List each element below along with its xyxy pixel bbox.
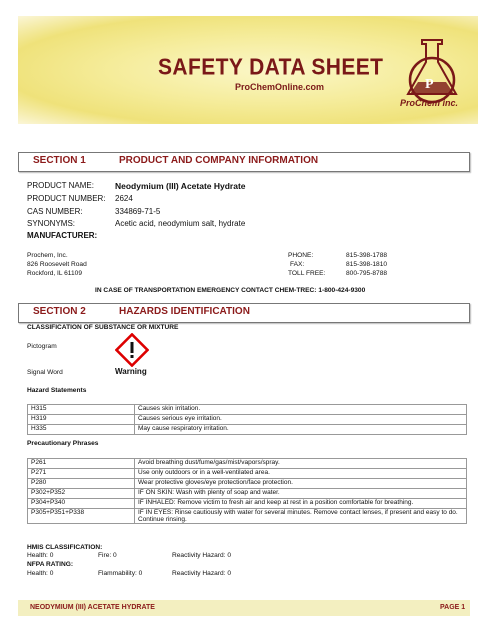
section-1-header [18, 152, 470, 172]
nfpa-heading: NFPA RATING: [27, 561, 74, 568]
hazard-text: Causes skin irritation. [135, 405, 467, 415]
precaution-code: P302+P352 [28, 489, 135, 499]
precaution-text: Use only outdoors or in a well-ventilated area. [135, 469, 467, 479]
precaution-text: IF ON SKIN: Wash with plenty of soap and water. [135, 489, 467, 499]
precautionary-phrases-heading: Precautionary Phrases [27, 440, 99, 447]
hmis-fire: Fire: 0 [98, 552, 117, 559]
nfpa-flammability: Flammability: 0 [98, 570, 143, 577]
fax-value: 815-398-1810 [346, 261, 388, 268]
table-row [28, 489, 467, 499]
manufacturer-label: MANUFACTURER: [27, 231, 98, 240]
precaution-text: Wear protective gloves/eye protection/face protection. [135, 479, 467, 489]
signal-word-label: Signal Word [27, 369, 63, 376]
synonyms-label: SYNONYMS: [27, 219, 76, 228]
hmis-heading: HMIS CLASSIFICATION: [27, 544, 103, 551]
precaution-code: P280 [28, 479, 135, 489]
phone-value: 815-398-1788 [346, 252, 388, 259]
emergency-contact: IN CASE OF TRANSPORTATION EMERGENCY CONTACT CHEM-TREC: 1-800-424-9300 [95, 287, 366, 294]
precaution-text: IF INHALED: Remove victim to fresh air and keep at rest in a position comfortable for breathing. [135, 499, 467, 509]
hazard-code: H319 [28, 415, 135, 425]
table-row [28, 479, 467, 489]
hazard-code: H315 [28, 405, 135, 415]
fax-label: FAX: [290, 261, 305, 268]
nfpa-reactivity: Reactivity Hazard: 0 [172, 570, 231, 577]
precaution-code: P304+P340 [28, 499, 135, 509]
nfpa-health: Health: 0 [27, 570, 54, 577]
precaution-code: P271 [28, 469, 135, 479]
cas-number-label: CAS NUMBER: [27, 207, 83, 216]
section-1-title: PRODUCT AND COMPANY INFORMATION [119, 155, 319, 166]
table-row [28, 425, 467, 435]
signal-word-value: Warning [115, 367, 147, 376]
hazard-statements-heading: Hazard Statements [27, 387, 87, 394]
synonyms-value: Acetic acid, neodymium salt, hydrate [115, 219, 246, 228]
toll-free-value: 800-795-8788 [346, 270, 388, 277]
website-link[interactable]: ProChemOnline.com [235, 82, 325, 92]
classification-heading: CLASSIFICATION OF SUBSTANCE OR MIXTURE [27, 324, 179, 331]
section-2-number: SECTION 2 [33, 306, 86, 317]
address-line-1: Prochem, Inc. [27, 252, 68, 259]
section-2-title: HAZARDS IDENTIFICATION [119, 306, 250, 317]
precautionary-phrases-table [27, 458, 467, 524]
hmis-health: Health: 0 [27, 552, 54, 559]
exclamation-hazard-icon [115, 333, 149, 367]
product-number-label: PRODUCT NUMBER: [27, 194, 106, 203]
svg-text:P: P [425, 77, 434, 92]
section-1-number: SECTION 1 [33, 155, 86, 166]
footer-product-name: NEODYMIUM (III) ACETATE HYDRATE [30, 604, 155, 611]
cas-number-value: 334869-71-5 [115, 207, 161, 216]
precaution-code: P261 [28, 459, 135, 469]
section-2-header [18, 303, 470, 323]
hazard-statements-table [27, 404, 467, 435]
table-row [28, 459, 467, 469]
table-row [28, 509, 467, 524]
address-line-2: 826 Roosevelt Road [27, 261, 87, 268]
product-number-value: 2624 [115, 194, 133, 203]
table-row [28, 499, 467, 509]
address-line-3: Rockford, IL 61109 [27, 270, 82, 277]
table-row [28, 405, 467, 415]
toll-free-label: TOLL FREE: [288, 270, 326, 277]
hmis-reactivity: Reactivity Hazard: 0 [172, 552, 231, 559]
product-name-label: PRODUCT NAME: [27, 181, 94, 190]
pictogram-label: Pictogram [27, 343, 57, 350]
page-number: PAGE 1 [440, 604, 466, 611]
table-row [28, 415, 467, 425]
phone-label: PHONE: [288, 252, 314, 259]
company-logo-text: ProChem inc. [400, 98, 459, 108]
precaution-text: Avoid breathing dust/fume/gas/mist/vapors/spray. [135, 459, 467, 469]
hazard-text: Causes serious eye irritation. [135, 415, 467, 425]
document-title: SAFETY DATA SHEET [158, 54, 384, 81]
precaution-code: P305+P351+P338 [28, 509, 135, 524]
precaution-text: IF IN EYES: Rinse cautiously with water for several minutes. Remove contact lenses, if present and easy to do. Continue rinsing. [135, 509, 467, 524]
product-name-value: Neodymium (III) Acetate Hydrate [115, 181, 246, 191]
hazard-code: H335 [28, 425, 135, 435]
table-row [28, 469, 467, 479]
hazard-text: May cause respiratory irritation. [135, 425, 467, 435]
